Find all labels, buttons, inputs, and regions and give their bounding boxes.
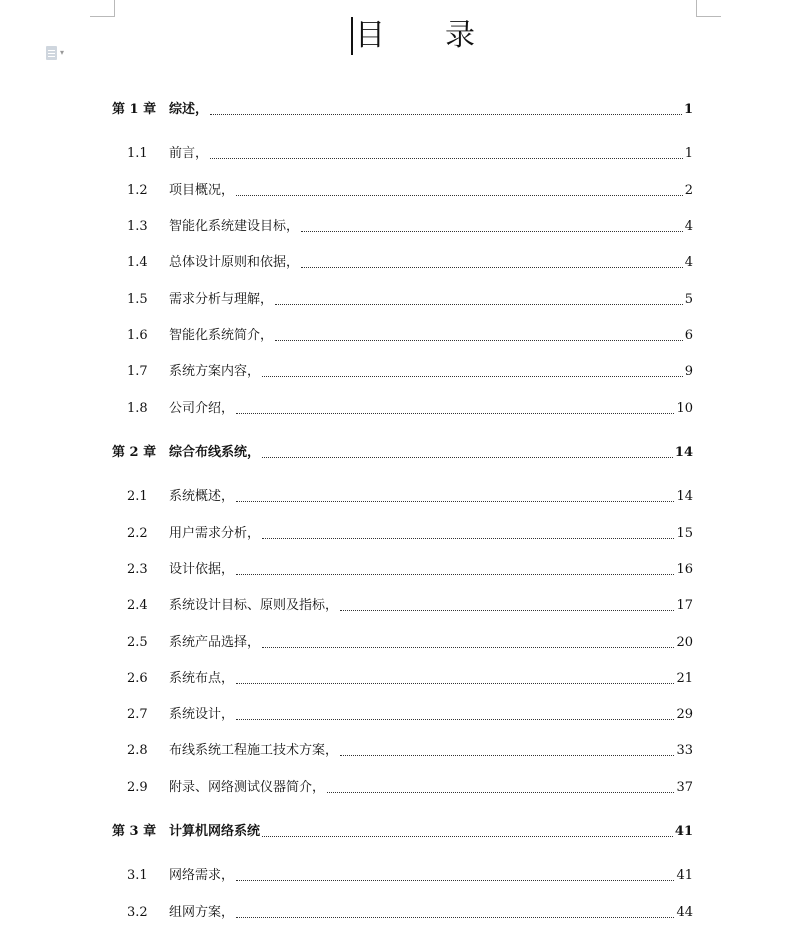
toc-section-entry[interactable] [0, 704, 794, 726]
toc-section-entry[interactable] [0, 398, 794, 420]
toc-dot-leader [275, 304, 683, 305]
toc-entry-title: 布线系统工程施工技术方案， [169, 743, 339, 758]
toc-dot-leader [262, 457, 673, 458]
toc-entry-number: 1.3 [127, 219, 148, 234]
toc-page-number: 2 [684, 183, 693, 198]
toc-dot-leader [236, 719, 674, 720]
toc-page-number: 20 [676, 635, 693, 650]
toc-entry-title: 系统方案内容， [169, 364, 261, 379]
toc-section-entry[interactable] [0, 902, 794, 924]
toc-page-number: 6 [684, 328, 693, 343]
toc-dot-leader [210, 114, 682, 115]
toc-entry-number: 2.5 [127, 635, 148, 650]
toc-page-number: 1 [683, 102, 693, 117]
toc-entry-number: 2.3 [127, 562, 148, 577]
toc-dot-leader [301, 231, 683, 232]
toc-entry-number: 1.6 [127, 328, 148, 343]
toc-section-entry[interactable] [0, 559, 794, 581]
toc-dot-leader [275, 340, 683, 341]
toc-entry-number: 1.8 [127, 401, 148, 416]
toc-page-number: 41 [674, 824, 693, 839]
toc-section-entry[interactable] [0, 632, 794, 654]
toc-section-entry[interactable] [0, 289, 794, 311]
toc-entry-number: 1.7 [127, 364, 148, 379]
toc-section-entry[interactable] [0, 325, 794, 347]
toc-section-entry[interactable] [0, 523, 794, 545]
toc-entry-number: 第 1 章 [112, 102, 157, 117]
toc-page-number: 9 [684, 364, 693, 379]
toc-entry-title: 综述， [169, 102, 209, 117]
toc-page-number: 16 [676, 562, 693, 577]
toc-dot-leader [236, 501, 674, 502]
toc-section-entry[interactable] [0, 668, 794, 690]
toc-page-number: 1 [684, 146, 693, 161]
toc-entry-number: 1.5 [127, 292, 148, 307]
toc-page-number: 4 [684, 255, 693, 270]
toc-page-number: 17 [676, 598, 693, 613]
toc-entry-title: 智能化系统简介， [169, 328, 274, 343]
document-icon[interactable] [46, 46, 64, 60]
toc-section-entry[interactable] [0, 595, 794, 617]
toc-dot-leader [236, 574, 674, 575]
toc-section-entry[interactable] [0, 486, 794, 508]
toc-chapter-entry[interactable] [0, 442, 794, 464]
toc-entry-number: 2.1 [127, 489, 148, 504]
toc-section-entry[interactable] [0, 865, 794, 887]
toc-entry-number: 2.8 [127, 743, 148, 758]
toc-page-number: 14 [676, 489, 693, 504]
toc-entry-title: 附录、网络测试仪器简介， [169, 780, 326, 795]
toc-title: 目 录 [355, 18, 475, 53]
text-cursor [351, 17, 353, 55]
toc-entry-number: 3.2 [127, 905, 148, 920]
chevron-down-icon: ▾ [60, 48, 65, 57]
toc-page-number: 41 [676, 868, 693, 883]
toc-page-number: 21 [676, 671, 693, 686]
toc-chapter-entry[interactable] [0, 99, 794, 121]
toc-entry-number: 2.2 [127, 526, 148, 541]
toc-entry-number: 第 2 章 [112, 445, 157, 460]
toc-entry-title: 前言， [169, 146, 209, 161]
toc-dot-leader [236, 413, 674, 414]
toc-entry-title: 计算机网络系统 [169, 824, 261, 839]
toc-dot-leader [236, 880, 674, 881]
toc-entry-number: 2.7 [127, 707, 148, 722]
toc-dot-leader [262, 376, 683, 377]
toc-section-entry[interactable] [0, 777, 794, 799]
toc-entry-title: 项目概况， [169, 183, 235, 198]
toc-entry-number: 2.4 [127, 598, 148, 613]
toc-entry-number: 3.1 [127, 868, 148, 883]
toc-dot-leader [262, 538, 674, 539]
toc-page-number: 15 [676, 526, 693, 541]
crop-mark-top-left [90, 0, 115, 17]
toc-page-number: 4 [684, 219, 693, 234]
toc-dot-leader [327, 792, 674, 793]
toc-section-entry[interactable] [0, 143, 794, 165]
toc-entry-title: 系统产品选择， [169, 635, 261, 650]
toc-chapter-entry[interactable] [0, 821, 794, 843]
toc-dot-leader [236, 683, 674, 684]
toc-page-number: 44 [676, 905, 693, 920]
toc-section-entry[interactable] [0, 740, 794, 762]
toc-entry-title: 网络需求， [169, 868, 235, 883]
toc-entry-number: 第 3 章 [112, 824, 157, 839]
page-icon [46, 46, 57, 60]
toc-page-number: 10 [676, 401, 693, 416]
toc-entry-number: 2.9 [127, 780, 148, 795]
toc-section-entry[interactable] [0, 252, 794, 274]
toc-dot-leader [340, 755, 674, 756]
toc-entry-title: 组网方案， [169, 905, 235, 920]
toc-entry-title: 系统概述， [169, 489, 235, 504]
toc-dot-leader [262, 647, 674, 648]
toc-section-entry[interactable] [0, 180, 794, 202]
toc-section-entry[interactable] [0, 361, 794, 383]
toc-entry-title: 系统设计目标、原则及指标， [169, 598, 339, 613]
toc-entry-title: 需求分析与理解， [169, 292, 274, 307]
toc-entry-number: 1.4 [127, 255, 148, 270]
toc-entry-number: 2.6 [127, 671, 148, 686]
toc-entry-title: 公司介绍， [169, 401, 235, 416]
toc-entry-title: 系统布点， [169, 671, 235, 686]
toc-dot-leader [340, 610, 674, 611]
toc-entry-title: 设计依据， [169, 562, 235, 577]
toc-page-number: 29 [676, 707, 693, 722]
toc-dot-leader [210, 158, 683, 159]
toc-entry-title: 系统设计， [169, 707, 235, 722]
toc-dot-leader [262, 836, 673, 837]
toc-page-number: 33 [676, 743, 693, 758]
crop-mark-top-right [696, 0, 721, 17]
toc-entry-title: 用户需求分析， [169, 526, 261, 541]
toc-section-entry[interactable] [0, 216, 794, 238]
toc-page-number: 14 [674, 445, 693, 460]
toc-entry-title: 总体设计原则和依据， [169, 255, 300, 270]
toc-page-number: 5 [684, 292, 693, 307]
toc-page-number: 37 [676, 780, 693, 795]
toc-entry-number: 1.2 [127, 183, 148, 198]
toc-dot-leader [236, 195, 683, 196]
toc-entry-title: 综合布线系统， [169, 445, 261, 460]
toc-entry-title: 智能化系统建设目标， [169, 219, 300, 234]
toc-entry-number: 1.1 [127, 146, 148, 161]
toc-dot-leader [236, 917, 674, 918]
toc-dot-leader [301, 267, 683, 268]
